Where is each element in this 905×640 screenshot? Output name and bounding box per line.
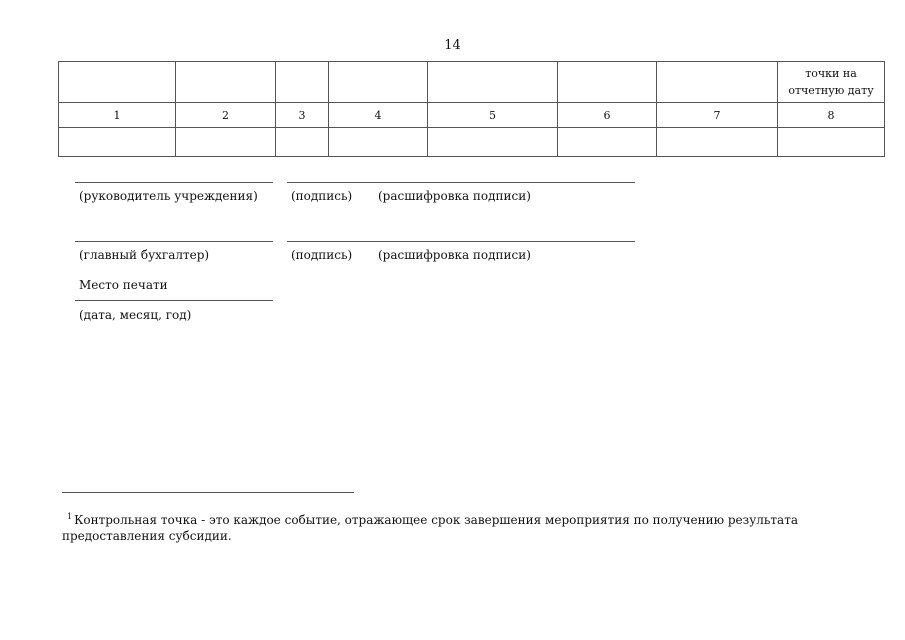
page-number: 14 bbox=[444, 38, 461, 53]
accountant-signature-caption: (подпись) bbox=[291, 248, 353, 262]
footnote-text: Контрольная точка - это каждое событие, отражающее срок завершения мероприятия по получению результата предоставления субсидии. bbox=[62, 513, 798, 543]
date-line bbox=[75, 300, 273, 301]
header-cell bbox=[428, 62, 558, 103]
head-role-caption: (руководитель учреждения) bbox=[79, 189, 258, 203]
footnote-mark: 1 bbox=[67, 512, 73, 521]
column-number-row bbox=[59, 103, 885, 128]
stamp-place-label: Место печати bbox=[79, 278, 168, 292]
head-signature-line bbox=[287, 182, 635, 183]
header-cell bbox=[657, 62, 778, 103]
column-number: 2 bbox=[176, 103, 276, 128]
head-decoding-caption: (расшифровка подписи) bbox=[378, 189, 531, 203]
table-header-row bbox=[59, 62, 885, 103]
column-number: 5 bbox=[428, 103, 558, 128]
header-cell bbox=[59, 62, 176, 103]
control-points-table bbox=[58, 61, 885, 157]
accountant-signature-line bbox=[287, 241, 635, 242]
empty-data-row bbox=[59, 128, 885, 157]
accountant-role-caption: (главный бухгалтер) bbox=[79, 248, 210, 262]
header-cell bbox=[176, 62, 276, 103]
header-cell bbox=[558, 62, 657, 103]
data-cell bbox=[428, 128, 558, 157]
column-number: 4 bbox=[329, 103, 428, 128]
data-cell bbox=[558, 128, 657, 157]
date-caption: (дата, месяц, год) bbox=[79, 308, 192, 322]
head-role-line bbox=[75, 182, 273, 183]
data-cell bbox=[657, 128, 778, 157]
data-cell bbox=[59, 128, 176, 157]
data-cell bbox=[176, 128, 276, 157]
data-cell bbox=[276, 128, 329, 157]
footnote bbox=[62, 509, 852, 544]
header-cell bbox=[276, 62, 329, 103]
header-cell-control-point-date: точки на отчетную дату bbox=[778, 62, 885, 103]
column-number: 3 bbox=[276, 103, 329, 128]
accountant-role-line bbox=[75, 241, 273, 242]
data-cell bbox=[329, 128, 428, 157]
column-number: 7 bbox=[657, 103, 778, 128]
header-cell bbox=[329, 62, 428, 103]
accountant-decoding-caption: (расшифровка подписи) bbox=[378, 248, 531, 262]
column-number: 6 bbox=[558, 103, 657, 128]
column-number: 8 bbox=[778, 103, 885, 128]
column-number: 1 bbox=[59, 103, 176, 128]
head-signature-caption: (подпись) bbox=[291, 189, 353, 203]
data-cell bbox=[778, 128, 885, 157]
footnote-separator bbox=[62, 492, 354, 493]
